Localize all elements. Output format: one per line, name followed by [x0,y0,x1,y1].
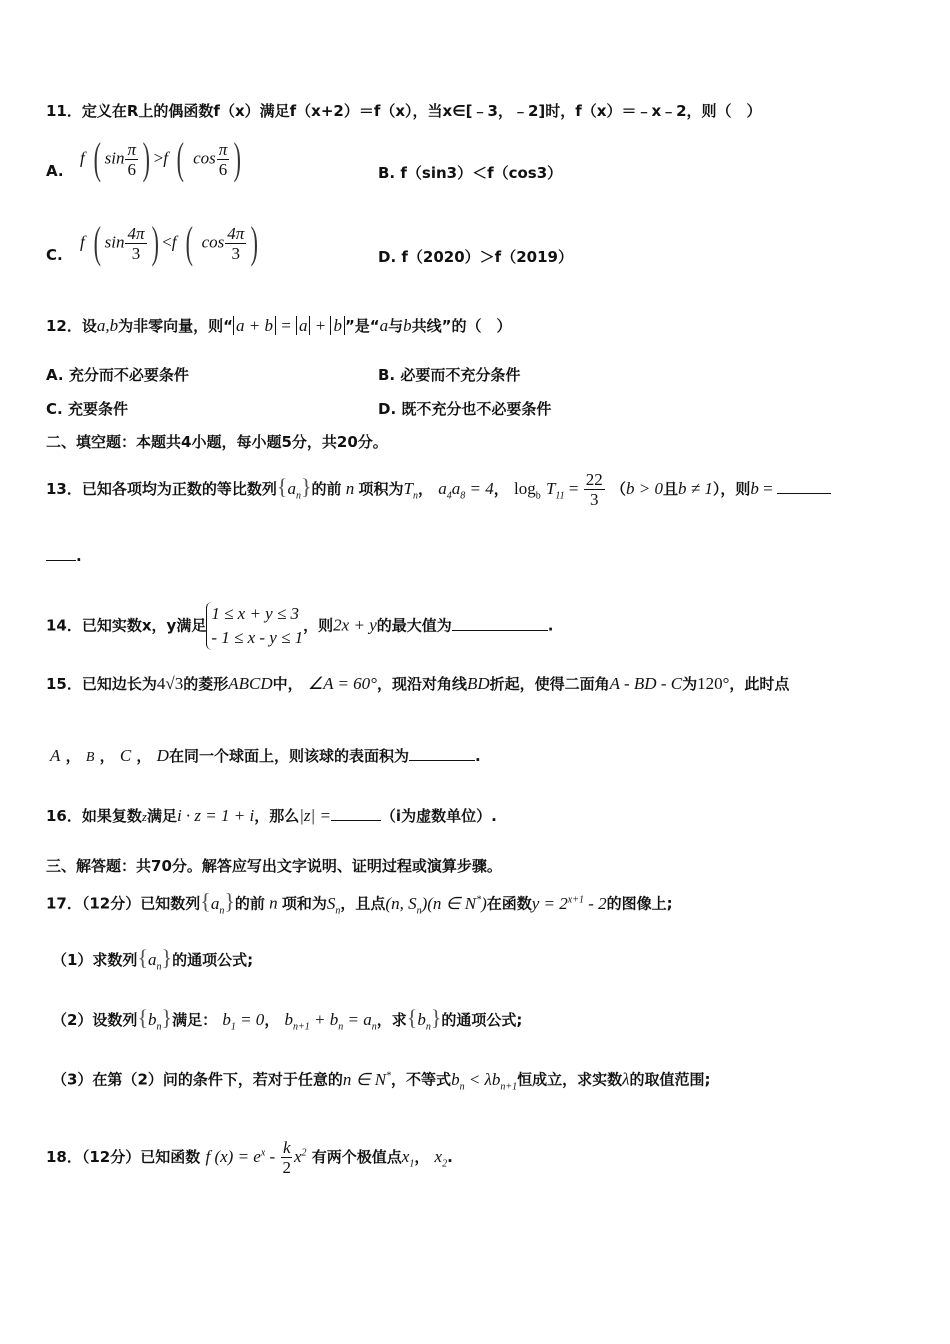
section-fill-in-header: 二、填空题：本题共4小题，每小题5分，共20分。 [46,433,388,451]
q14-answer-blank[interactable] [452,616,548,631]
q11-option-a-label: A. [46,162,64,180]
q12-option-c: C. 充要条件 [46,400,128,418]
q16-stem: 16．如果复数z满足i · z = 1 + i，那么|z| = （i为虚数单位）. [46,806,497,825]
q17-part1: （1）求数列$\{a_n\}$的通项公式; [52,945,254,973]
q12-option-d: D. 既不充分也不必要条件 [378,400,552,418]
q17-part3: （3）在第（2）问的条件下，若对于任意的n ∈ N*，不等式$b_n < \lambda b_{n+1}$恒成立，求实数λ的取值范围; [52,1069,711,1093]
q11-option-a-math: f ( sin $\frac{\pi}{6}$ ) >f ( cos $\frac{\pi}{6}$ ) [80,134,242,183]
q12-option-a: A. 充分而不必要条件 [46,366,189,384]
q11-option-b: B. f（sin3）＜f（cos3） [378,164,563,182]
q13-stem: 13．已知各项均为正数的等比数列$\{a_n\}$的前 n 项积为$T_n$， $a_4a_8 = 4$， $\log_b T_{11}$ = $\frac{22}{3}$ （b > 0且b ≠ 1），则b = [46,470,831,509]
q11-stem: 11．定义在R上的偶函数f（x）满足f（x+2）＝f（x），当x∈[﹣3，﹣2]时，f（x）＝﹣x﹣2，则（ ） [46,102,762,120]
q15-answer-blank[interactable] [409,746,475,761]
section-solutions-header: 三、解答题：共70分。解答应写出文字说明、证明过程或演算步骤。 [46,857,502,875]
q13-answer-blank[interactable] [777,479,831,494]
q15-stem: 15．已知边长为4√3的菱形ABCD中， ∠A = 60°，现沿对角线BD折起，使得二面角A - BD - C为120°，此时点 [46,674,790,693]
q13-blank-continued[interactable]: . [46,546,82,566]
q11-option-c-label: C. [46,246,63,264]
q16-answer-blank[interactable] [331,806,381,821]
q18-stem: 18．（12分）已知函数 f $(x) = e^x$ - $\frac{k}{2}$ $x^2$ 有两个极值点$x_1$， $x_2$. [46,1138,453,1177]
q15-stem-line2: A ， B ， C ， D在同一个球面上，则该球的表面积为 . [50,746,481,765]
q17-stem: 17．（12分）已知数列$\{a_n\}$的前 n 项和为$S_n$，且点(n, $S_n)(n$ ∈ N*)在函数$y = 2^{x+1} - 2$的图像上; [46,888,673,917]
q11-option-d: D. f（2020）＞f（2019） [378,248,573,266]
q11-option-c-math: f ( sin $\frac{4\pi}{3}$ ) <f ( cos $\frac{4\pi}{3}$ ) [80,218,259,267]
q17-part2: （2）设数列$\{b_n\}$满足： $b_1 = 0$， $b_{n+1} + b_n = a_n$，求$\{b_n\}$的通项公式; [52,1005,523,1033]
q12-option-b: B. 必要而不充分条件 [378,366,521,384]
q12-stem: 12．设a,b为非零向量，则“ a + b = a + b ”是“a与b共线”的（ ） [46,316,512,335]
q14-stem: 14．已知实数x，y满足1 ≤ x + y ≤ 3 - 1 ≤ x - y ≤ 1，则2x + y的最大值为 . [46,602,553,650]
